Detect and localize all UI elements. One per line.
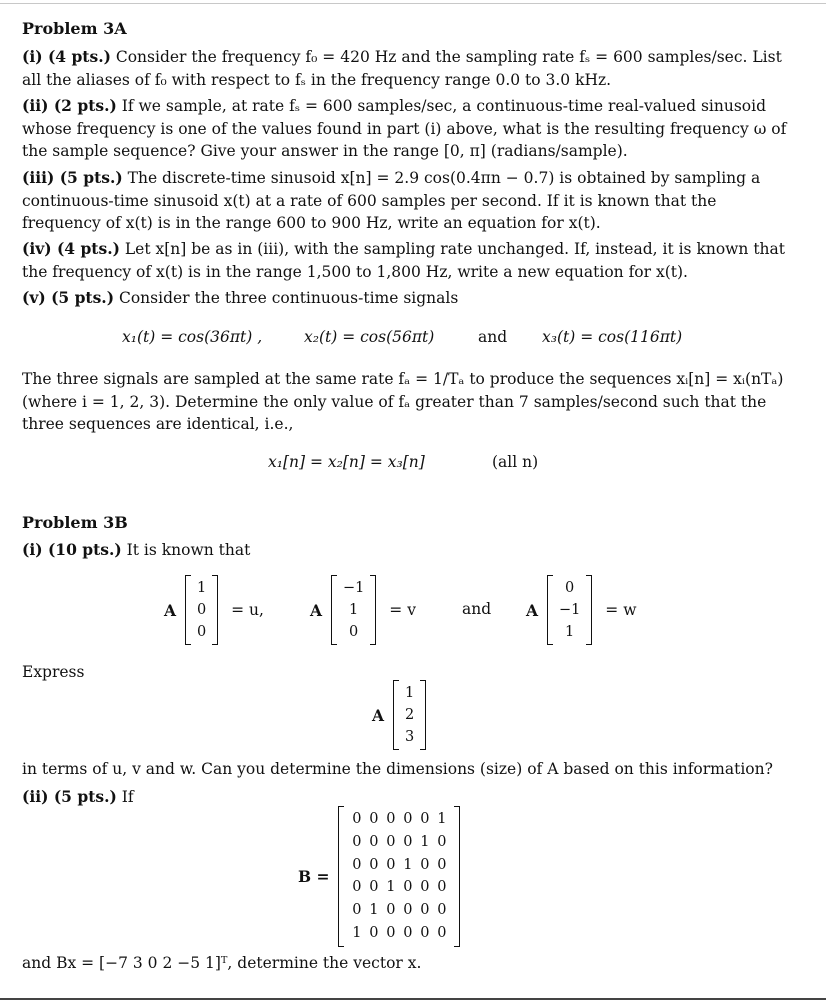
matrix-B-cell: 0 (403, 811, 413, 827)
part-text: If (121, 788, 134, 806)
column-vector: −1 1 0 (331, 575, 376, 645)
part-text: If we sample, at rate fₛ = 600 samples/sec, a continuous-time real-valued sinusoid whose frequency is one of the values found in part (i) above, what is the resulting frequency ω of the sample sequence? Give your answer in the range [0, π] (radians/sample). (22, 97, 787, 160)
matrix-A-label: A (164, 600, 177, 620)
matrix-B-cell: 0 (369, 811, 379, 827)
matrix-B-cell: 0 (369, 879, 379, 896)
problem-3b-part-ii-final: and Bx = [−7 3 0 2 −5 1]ᵀ, determine the vector x. (22, 954, 422, 972)
matrix-B-cell: 0 (352, 879, 362, 896)
matrix-B-cell: 0 (437, 924, 447, 941)
matrix-A-label: A (526, 600, 539, 620)
bottom-rule (0, 998, 826, 1000)
part-label: (ii) (5 pts.) (22, 787, 117, 806)
equation-A-123 (372, 680, 426, 750)
matrix-B-cell: 0 (352, 833, 362, 850)
matrix-B-cell: 0 (369, 924, 379, 941)
part-text: Consider the frequency f₀ = 420 Hz and the sampling rate fₛ = 600 samples/sec. List all the aliases of f₀ with respect to fₛ in the frequency range 0.0 to 3.0 kHz. (22, 48, 782, 89)
equals-w: = w (605, 601, 637, 619)
matrix-B-cell: 0 (420, 902, 430, 919)
equation-A-w (526, 575, 636, 645)
matrix-B-cell: 0 (403, 924, 413, 941)
equation-x2: x₂(t) = cos(56πt) (304, 328, 435, 346)
part-text: Let x[n] be as in (iii), with the sampling rate unchanged. If, instead, it is known that the frequency of x(t) is in the range 1,500 to 1,800 Hz, write a new equation for x(t). (22, 240, 786, 281)
problem-3a-part-iv (22, 238, 792, 283)
problem-3b-part-i (22, 539, 792, 562)
equation-A-v (310, 575, 416, 645)
part-label: (i) (4 pts.) (22, 47, 111, 66)
problem-3a-part-v-text2: The three signals are sampled at the same rate fₐ = 1/Tₐ to produce the sequences xᵢ[n] = xᵢ(nTₐ) (where i = 1, 2, 3). Determine the only value of fₐ greater than 7 samples/second such that the three sequences are identical, i.e., (22, 370, 784, 433)
problem-3a-part-i (22, 46, 792, 91)
column-vector: 1 0 0 (185, 575, 218, 645)
matrix-B-cell: 1 (403, 856, 413, 873)
top-rule (0, 3, 826, 4)
matrix-B-cell: 0 (352, 811, 362, 827)
matrix-B-cell: 0 (352, 856, 362, 873)
matrix-B-cell: 0 (437, 856, 447, 873)
matrix-B-cell: 0 (386, 811, 396, 827)
matrix-B-cell: 0 (437, 902, 447, 919)
matrix-B-cell: 1 (352, 924, 362, 941)
matrix-B-cell: 0 (403, 902, 413, 919)
equation-all-n: (all n) (492, 453, 539, 471)
equation-and: and (478, 328, 508, 346)
equation-B (298, 806, 460, 947)
matrix-B-cell: 0 (420, 856, 430, 873)
matrix-B-cell: 1 (420, 833, 430, 850)
problem-3b-part-i-text2: in terms of u, v and w. Can you determine the dimensions (size) of A based on this information? (22, 760, 773, 778)
equals-v: = v (389, 601, 416, 619)
part-label: (iv) (4 pts.) (22, 239, 120, 258)
matrix-B-cell: 1 (386, 879, 396, 896)
problem-3a-title: Problem 3A (22, 19, 127, 38)
column-vector: 0 −1 1 (547, 575, 592, 645)
part-label: (v) (5 pts.) (22, 288, 115, 307)
matrix-B-cell: 0 (437, 879, 447, 896)
part-text: The discrete-time sinusoid x[n] = 2.9 cos(0.4πn − 0.7) is obtained by sampling a continuous-time sinusoid x(t) at a rate of 600 samples per second. If it is known that the frequency of x(t) is in the range 600 to 900 Hz, write an equation for x(t). (22, 169, 761, 232)
matrix-B-cell: 0 (386, 833, 396, 850)
and-text: and (462, 600, 492, 618)
part-text: Consider the three continuous-time signals (118, 289, 459, 307)
matrix-B (338, 806, 460, 947)
problem-3a-part-ii (22, 95, 792, 163)
matrix-B-cell: 0 (437, 833, 447, 850)
problem-3b-title: Problem 3B (22, 513, 128, 532)
equals-u: = u, (231, 601, 264, 619)
matrix-B-cell: 1 (369, 902, 379, 919)
matrix-B-entries (344, 806, 454, 947)
matrix-B-cell: 0 (352, 902, 362, 919)
part-label: (iii) (5 pts.) (22, 168, 123, 187)
express-text: Express (22, 663, 85, 681)
column-vector: 1 2 3 (393, 680, 426, 750)
matrix-B-cell: 0 (386, 856, 396, 873)
matrix-B-cell: 0 (386, 902, 396, 919)
part-label: (i) (10 pts.) (22, 540, 122, 559)
matrix-B-cell: 1 (437, 811, 447, 827)
matrix-B-cell: 0 (369, 856, 379, 873)
problem-3a-part-iii (22, 167, 792, 235)
equation-identical: x₁[n] = x₂[n] = x₃[n] (268, 453, 425, 471)
matrix-A-label: A (310, 600, 323, 620)
matrix-A-label: A (372, 705, 385, 725)
matrix-B-cell: 0 (420, 811, 430, 827)
equation-x3: x₃(t) = cos(116πt) (542, 328, 683, 346)
matrix-B-cell: 0 (420, 879, 430, 896)
part-label: (ii) (2 pts.) (22, 96, 117, 115)
matrix-B-cell: 0 (386, 924, 396, 941)
part-text: It is known that (126, 541, 251, 559)
matrix-B-cell: 0 (403, 879, 413, 896)
equation-A-u (164, 575, 264, 645)
matrix-B-label: B = (298, 866, 330, 886)
problem-3a-part-v (22, 287, 792, 310)
matrix-B-cell: 0 (420, 924, 430, 941)
equation-x1: x₁(t) = cos(36πt) , (122, 328, 263, 346)
matrix-B-cell: 0 (369, 833, 379, 850)
matrix-B-cell: 0 (403, 833, 413, 850)
